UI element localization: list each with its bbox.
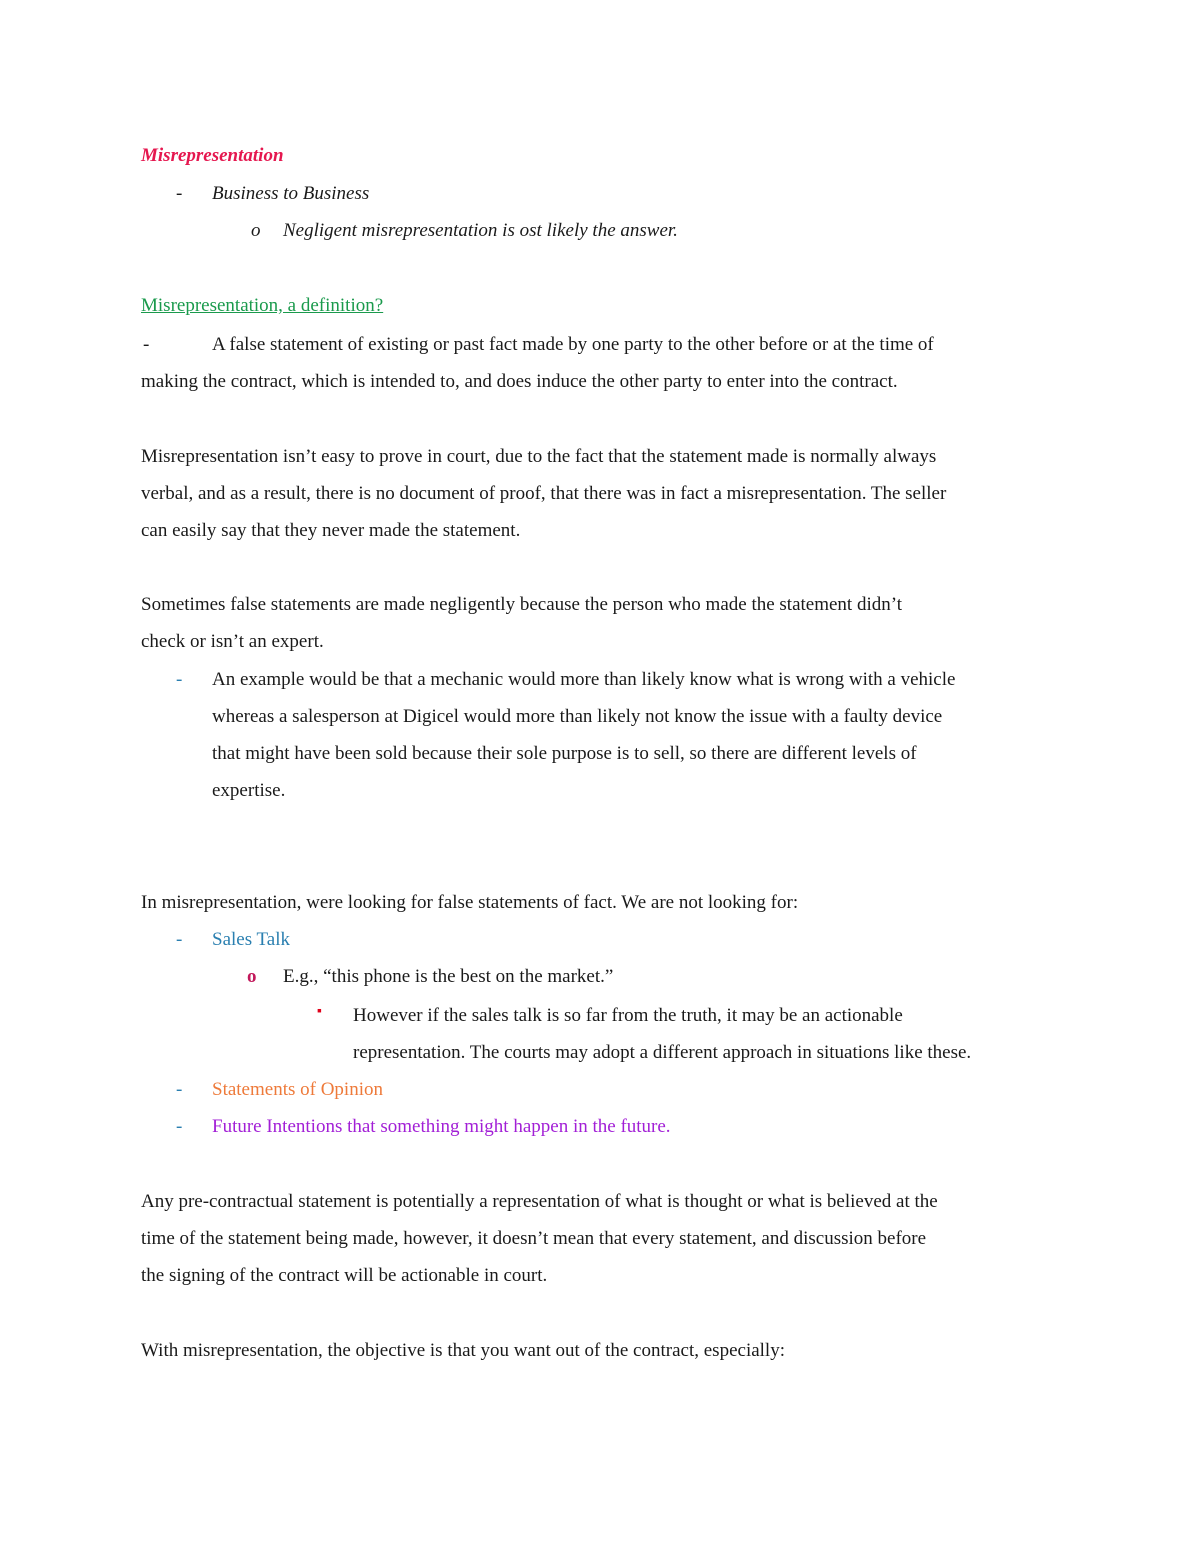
paragraph-line: check or isn’t an expert. [141,631,324,652]
definition-line: A false statement of existing or past fact made by one party to the other before or at the time of [212,334,934,355]
paragraph-line: time of the statement being made, however, it doesn’t mean that every statement, and discussion before [141,1228,927,1249]
paragraph-line: With misrepresentation, the objective is that you want out of the contract, especially: [141,1340,785,1361]
list-item-opinion: Statements of Opinion [212,1079,383,1100]
sub-list-item: Negligent misrepresentation is ost likely the answer. [283,220,678,241]
dash-bullet: - [143,334,150,355]
paragraph-line: Misrepresentation isn’t easy to prove in court, due to the fact that the statement made is normally always [141,446,937,467]
paragraph-line: can easily say that they never made the statement. [141,520,521,541]
dash-bullet: - [176,1116,183,1137]
dash-bullet: - [176,183,183,204]
circle-bullet: o [247,966,257,987]
bullet-line: An example would be that a mechanic would more than likely know what is wrong with a vehicle [212,669,956,690]
paragraph-line: verbal, and as a result, there is no document of proof, that there was in fact a misrepresentation. The seller [141,483,947,504]
definition-line: making the contract, which is intended to, and does induce the other party to enter into the contract. [141,371,898,392]
paragraph-line: In misrepresentation, were looking for false statements of fact. We are not looking for: [141,892,799,913]
bullet-line: that might have been sold because their sole purpose is to sell, so there are different levels of [212,743,917,764]
paragraph-line: Any pre-contractual statement is potentially a representation of what is thought or what is believed at the [141,1191,938,1212]
bullet-line: whereas a salesperson at Digicel would more than likely not know the issue with a faulty device [212,706,943,727]
paragraph-line: Sometimes false statements are made negligently because the person who made the statement didn’t [141,594,903,615]
section-heading: Misrepresentation [141,145,284,166]
paragraph-line: the signing of the contract will be actionable in court. [141,1265,548,1286]
square-bullet: ▪ [317,1004,322,1019]
list-item-sales-talk: Sales Talk [212,929,291,950]
circle-bullet: o [251,220,261,241]
dash-bullet: - [176,1079,183,1100]
sub-sub-list-item: representation. The courts may adopt a different approach in situations like these. [353,1042,972,1063]
sub-list-item: E.g., “this phone is the best on the market.” [283,966,614,987]
list-item-future: Future Intentions that something might happen in the future. [212,1116,671,1137]
list-item: Business to Business [212,183,370,204]
sub-sub-list-item: However if the sales talk is so far from the truth, it may be an actionable [353,1005,903,1026]
definition-heading: Misrepresentation, a definition? [141,295,384,316]
bullet-line: expertise. [212,780,286,801]
dash-bullet: - [176,669,183,690]
dash-bullet: - [176,929,183,950]
